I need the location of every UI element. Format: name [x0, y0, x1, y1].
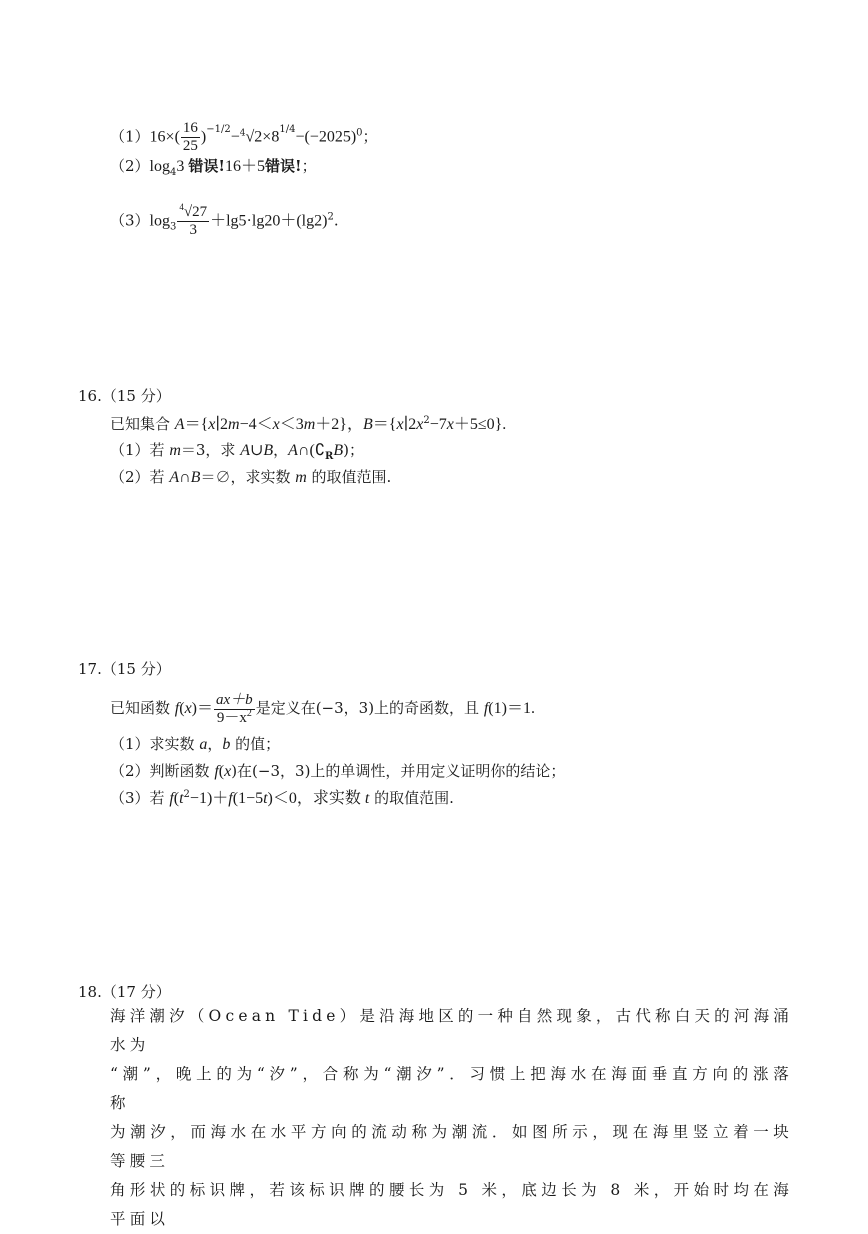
math-text: (: [173, 790, 180, 807]
var: x: [446, 416, 454, 433]
fraction-root27-3: [177, 204, 209, 239]
q17-stem: [110, 690, 535, 727]
part-label: （2）判断函数: [110, 762, 215, 780]
error-text: 错误!: [188, 157, 225, 175]
exp-den: 4: [289, 123, 296, 135]
exponent-two: 2: [327, 211, 334, 223]
var: t: [263, 790, 268, 807]
error-text: 错误!: [264, 157, 302, 175]
var: m: [303, 416, 316, 433]
part-label: （3）若: [110, 789, 170, 807]
fraction-numerator: [177, 204, 209, 222]
math-text: (: [218, 763, 225, 780]
fraction-numerator: 16: [182, 120, 198, 136]
root-index: 4: [179, 202, 184, 212]
q17-number: 17.（15 分）: [78, 660, 171, 678]
math-text: (1−5: [232, 790, 264, 807]
fraction-denominator: [214, 707, 255, 727]
text: ，: [273, 441, 289, 459]
math-text: ＋lg5·lg20＋(lg2): [210, 212, 328, 230]
math-text: ＋2}，: [315, 416, 363, 433]
part-label: （2）: [110, 157, 150, 175]
math-text: ∩: [179, 469, 191, 486]
var: m: [295, 469, 307, 486]
var: A: [240, 442, 250, 459]
q17-part2: [110, 761, 565, 782]
math-text: −7: [429, 416, 447, 433]
q17-part1: [110, 734, 280, 755]
exponent-two: 2: [183, 789, 190, 800]
var: f: [214, 763, 219, 780]
math-text: ∣2: [215, 416, 229, 433]
var: f: [174, 700, 180, 717]
math-text: ＜3: [279, 416, 304, 433]
q16-number: 16.（15 分）: [78, 387, 171, 405]
math-text: −1)＋: [189, 790, 229, 807]
var: x: [184, 700, 192, 717]
var: x: [272, 416, 280, 433]
text: 的取值范围.: [306, 468, 392, 486]
var: t: [179, 790, 184, 807]
q18-number: 18.（17 分）: [78, 983, 171, 1001]
exponent-quarter: 1/4: [279, 123, 296, 135]
math-text: ＝{: [372, 416, 397, 433]
var: A: [288, 442, 298, 459]
text: 已知函数: [110, 699, 175, 717]
text: )在(−3，3)上的单调性，并用定义证明你的结论；: [231, 762, 566, 780]
math-text: ×8: [262, 128, 280, 146]
punctuation: ；: [362, 127, 378, 146]
q18-stem: [110, 1002, 793, 1234]
den-text: 9－x: [216, 709, 247, 726]
exponent-neg-half: −1/2: [206, 123, 231, 135]
q15-part3: [110, 204, 339, 239]
math-text: )＜0，求实数: [267, 790, 365, 807]
var: A: [169, 469, 180, 486]
fraction-function: [214, 692, 255, 727]
var: B: [333, 442, 344, 459]
math-text: −(−2025): [295, 128, 357, 146]
math-text: (: [179, 700, 185, 717]
text: ＝∅，求实数: [200, 468, 296, 486]
text: 已知集合: [110, 415, 175, 433]
var: A: [174, 416, 185, 433]
part-label: （3）: [110, 211, 150, 230]
radical: √27: [183, 204, 208, 220]
q15-part1: [110, 120, 378, 155]
math-text: 16×(: [149, 128, 180, 146]
var: B: [362, 416, 373, 433]
fraction-denominator: 3: [189, 222, 197, 238]
math-text: ∩(∁: [297, 442, 326, 459]
var: x: [396, 416, 404, 433]
exponent-zero: 0: [356, 127, 363, 139]
var: B: [263, 442, 274, 459]
punctuation: .: [333, 211, 339, 230]
part-label: （2）若: [110, 468, 170, 486]
exponent-two: 2: [246, 707, 252, 719]
q17-part3: [110, 788, 454, 809]
math-text: ∣2: [403, 416, 417, 433]
root-index: 4: [239, 128, 246, 139]
log-base: 3: [170, 221, 177, 233]
exp-num: 1: [279, 123, 286, 135]
exp-sign: −: [206, 123, 215, 135]
part-label: （1）求实数: [110, 735, 200, 753]
q16-part2: [110, 467, 391, 488]
text: 的值；: [230, 735, 281, 753]
log-base: 4: [170, 167, 177, 178]
var: b: [222, 736, 231, 753]
fraction-denominator: 25: [182, 138, 198, 154]
q18-line: 海洋潮汐（Ocean Tide）是沿海地区的一种自然现象，古代称白天的河海涌水为: [110, 1007, 793, 1054]
math-text: (1)＝1.: [488, 700, 535, 717]
text: )；: [343, 441, 364, 459]
var: t: [364, 790, 370, 807]
math-text: )＝: [191, 700, 214, 717]
var: f: [169, 790, 174, 807]
exp-den: 2: [224, 123, 231, 135]
q16-part1: [110, 440, 364, 461]
var: m: [228, 416, 240, 433]
radical: √2: [245, 128, 263, 146]
math-text: 3: [176, 158, 189, 175]
math-text: ): [200, 128, 207, 146]
q15-part2: [110, 156, 317, 177]
var: m: [169, 442, 181, 459]
text: 是定义在(−3，3)上的奇函数，且: [255, 699, 484, 717]
math-text: −: [230, 128, 240, 146]
math-text: log: [149, 212, 170, 230]
punctuation: ；: [301, 157, 317, 175]
math-text: ＝{: [184, 416, 209, 433]
part-label: （1）若: [110, 441, 170, 459]
part-label: （1）: [110, 127, 150, 146]
var: f: [228, 790, 233, 807]
q18-line: “潮”，晚上的为“汐”，合称为“潮汐”．习惯上把海水在海面垂直方向的涨落称: [110, 1065, 793, 1112]
fraction-16-25: [181, 120, 200, 155]
var: x: [208, 416, 216, 433]
text: 的取值范围.: [369, 789, 454, 807]
math-text: −4＜: [239, 416, 273, 433]
math-text: ＋5≤0}.: [453, 416, 507, 433]
text: ＝3，求: [180, 441, 241, 459]
var: f: [483, 700, 489, 717]
exp-num: 1: [214, 123, 221, 135]
complement-subscript: R: [325, 451, 334, 462]
var: B: [190, 469, 201, 486]
math-text: 16＋5: [224, 158, 265, 175]
fraction-numerator: ax＋b: [216, 691, 253, 708]
var: a: [199, 736, 208, 753]
math-text: log: [149, 158, 170, 175]
exponent-two: 2: [423, 415, 430, 426]
q18-line: 角形状的标识牌，若该标识牌的腰长为 5 米，底边长为 8 米，开始时均在海平面以: [110, 1181, 793, 1228]
var: x: [224, 763, 232, 780]
q16-stem: [110, 414, 506, 435]
math-text: ∪: [249, 442, 264, 459]
q18-line: 为潮汐，而海水在水平方向的流动称为潮流．如图所示，现在海里竖立着一块等腰三: [110, 1123, 793, 1170]
var: x: [416, 416, 424, 433]
text: ，: [207, 735, 223, 753]
